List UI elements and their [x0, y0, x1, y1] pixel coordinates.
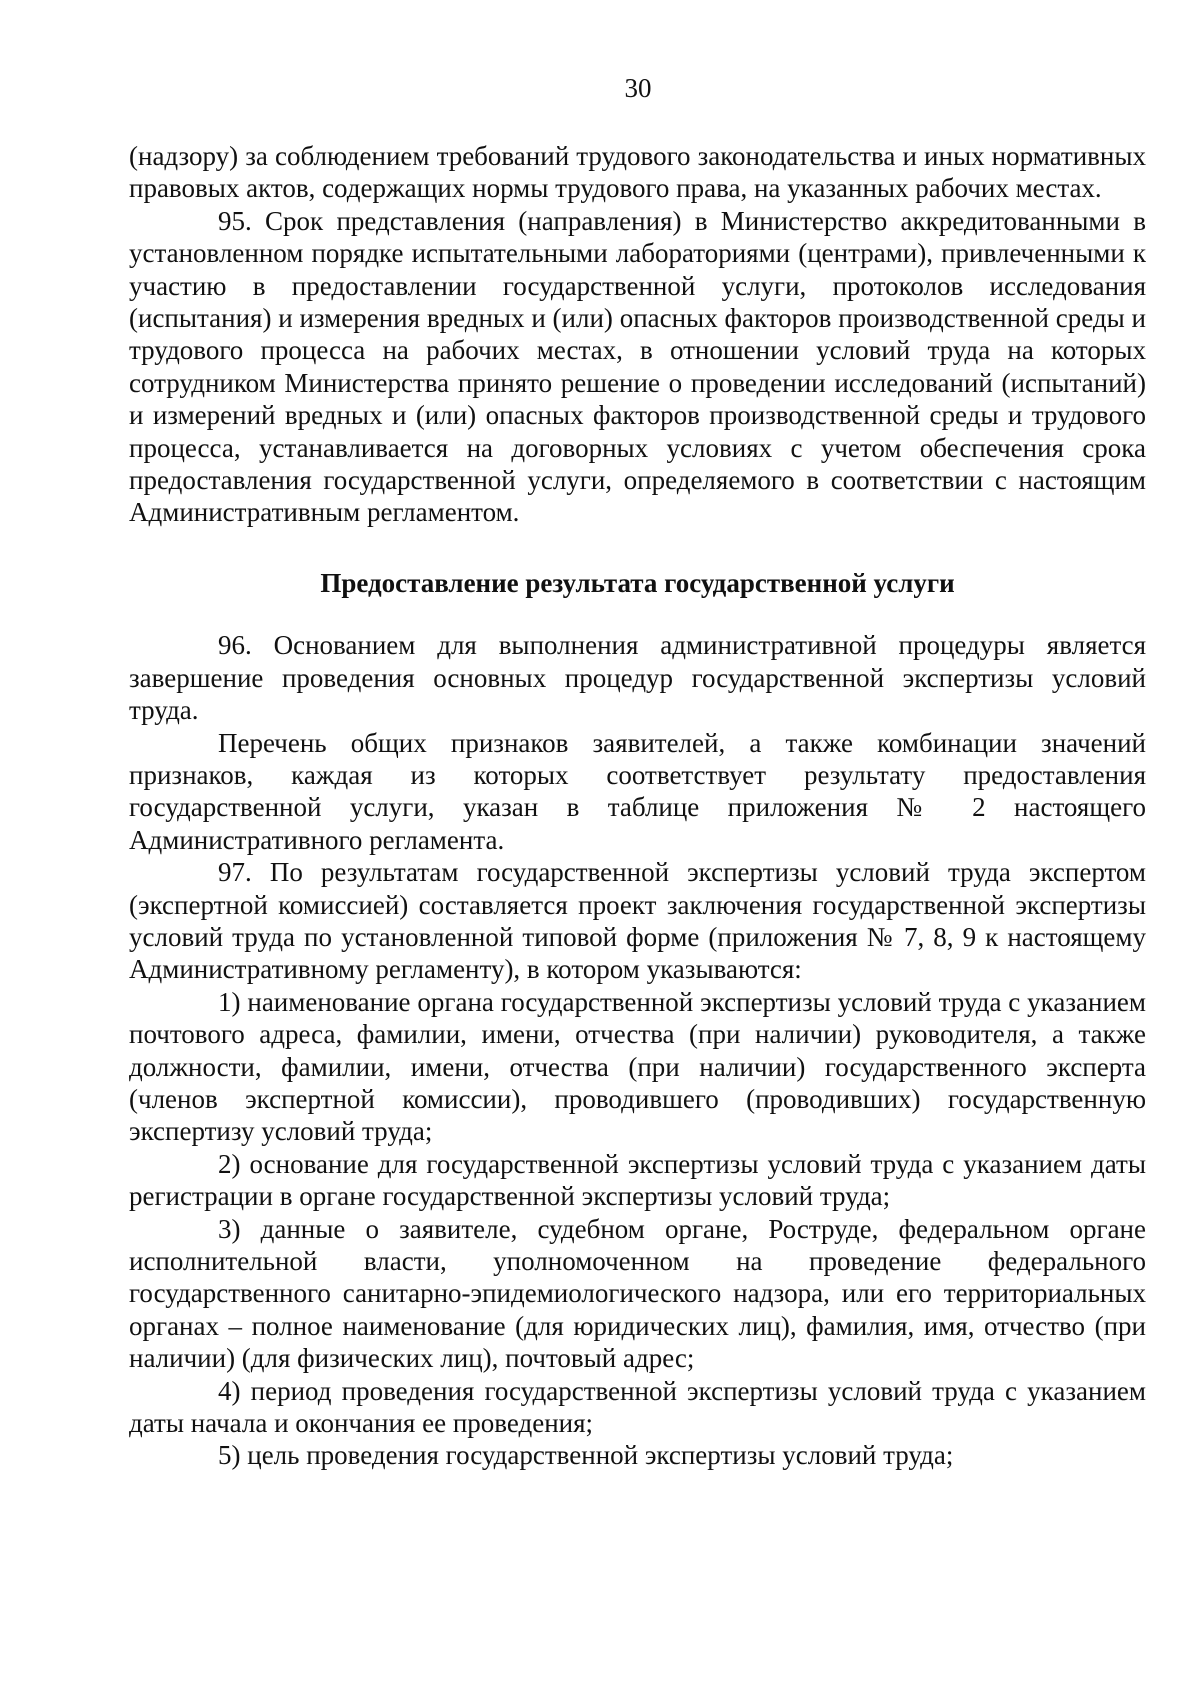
page-number: 30: [624, 73, 652, 103]
paragraph-95: 95. Срок представления (направления) в Министерство аккредитованными в установленном порядке испытательными лабораториями (центрами), привлеченными к участию в предоставлении государственной услуги, протоколов исследования (испытания) и измерения вредных и (или) опасных факторов производственной среды и трудового процесса на рабочих местах, в отношении условий труда на которых сотрудником Министерства принято решение о проведении исследований (испытаний) и измерений вредных и (или) опасных факторов производственной среды и трудового процесса, устанавливается на договорных условиях с учетом обеспечения срока предоставления государственной услуги, определяемого в соответствии с настоящим Административным регламентом.: [129, 205, 1146, 528]
paragraph-97: 97. По результатам государственной экспертизы условий труда экспертом (экспертной комиссией) составляется проект заключения государственной экспертизы условий труда по установленной типовой форме (приложения № 7, 8, 9 к настоящему Административному регламенту), в котором указываются:: [129, 857, 1146, 985]
list-item-2: 2) основание для государственной экспертизы условий труда с указанием даты регистрации в органе государственной экспертизы условий труда;: [129, 1148, 1146, 1212]
paragraph-96: 96. Основанием для выполнения административной процедуры является завершение проведения основных процедур государственной экспертизы условий труда.: [129, 630, 1146, 726]
list-item-1: 1) наименование органа государственной экспертизы условий труда с указанием почтового адреса, фамилии, имени, отчества (при наличии) руководителя, а также должности, фамилии, имени, отчества (при наличии) государственного эксперта (членов экспертной комиссии), проводившего (проводивших) государственную экспертизу условий труда;: [129, 986, 1146, 1147]
list-item-5: 5) цель проведения государственной экспертизы условий труда;: [218, 1440, 954, 1471]
paragraph-applicant-attributes: Перечень общих признаков заявителей, а также комбинации значений признаков, каждая из которых соответствует результату предоставления государственной услуги, указан в таблице приложения № 2 настоящего Административного регламента.: [129, 727, 1146, 855]
list-item-4: 4) период проведения государственной экспертизы условий труда с указанием даты начала и окончания ее проведения;: [129, 1375, 1146, 1439]
list-item-3: 3) данные о заявителе, судебном органе, Роструде, федеральном органе исполнительной власти, уполномоченном на проведение федерального государственного санитарно-эпидемиологического надзора, или его территориальных органах – полное наименование (для юридических лиц), фамилия, имя, отчество (при наличии) (для физических лиц), почтовый адрес;: [129, 1213, 1146, 1374]
paragraph-continuation: (надзору) за соблюдением требований трудового законодательства и иных нормативных правовых актов, содержащих нормы трудового права, на указанных рабочих местах.: [129, 141, 1146, 204]
section-heading: Предоставление результата государственной услуги: [320, 567, 955, 598]
document-body: [129, 140, 1146, 1472]
